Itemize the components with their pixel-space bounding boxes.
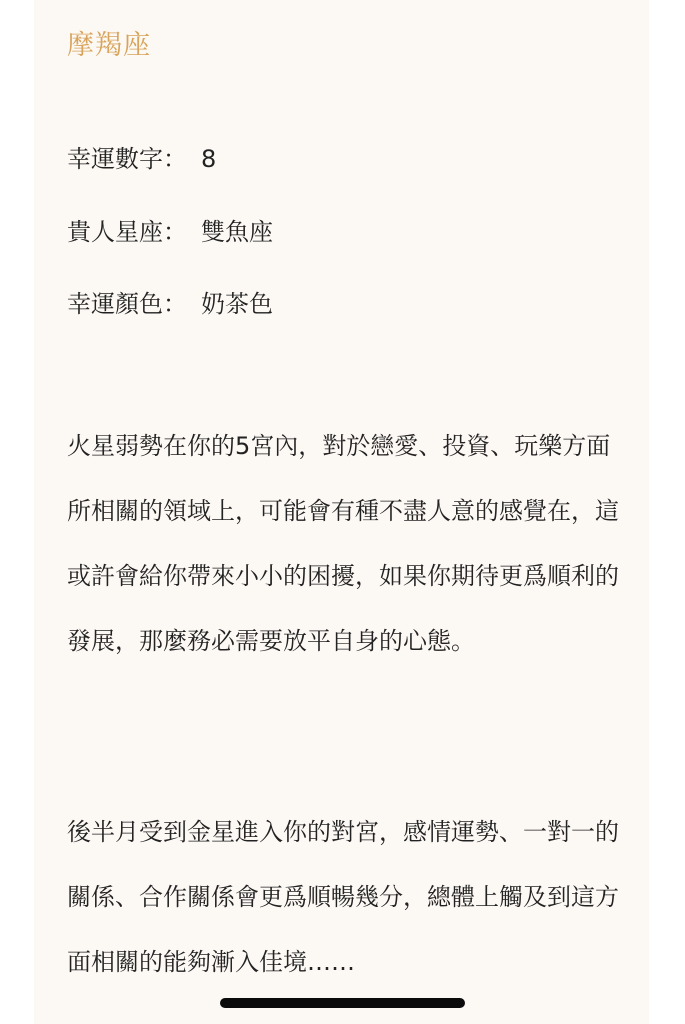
sign-title: 摩羯座 xyxy=(67,30,151,61)
noble-sign-row xyxy=(67,216,273,248)
noble-sign-value: 雙魚座 xyxy=(201,218,273,246)
lucky-color-label: 幸運顏色： xyxy=(67,290,187,318)
noble-sign-label: 貴人星座： xyxy=(67,218,187,246)
horoscope-paragraph-1: 火星弱勢在你的5宮內，對於戀愛、投資、玩樂方面所相關的領域上，可能會有種不盡人意的感覺在，這或許會給你帶來小小的困擾，如果你期待更爲順利的發展，那麼務必需要放平自身的心態。 xyxy=(67,432,619,655)
home-indicator[interactable] xyxy=(220,998,465,1008)
lucky-color-value: 奶茶色 xyxy=(201,290,273,318)
lucky-color-row xyxy=(67,288,273,320)
lucky-number-value: 8 xyxy=(201,145,217,173)
lucky-number-label: 幸運數字： xyxy=(67,145,187,173)
horoscope-paragraph-2: 後半月受到金星進入你的對宮，感情運勢、一對一的關係、合作關係會更爲順暢幾分，總體上觸及到這方面相關的能夠漸入佳境…… xyxy=(67,818,619,976)
lucky-number-row xyxy=(67,143,216,175)
